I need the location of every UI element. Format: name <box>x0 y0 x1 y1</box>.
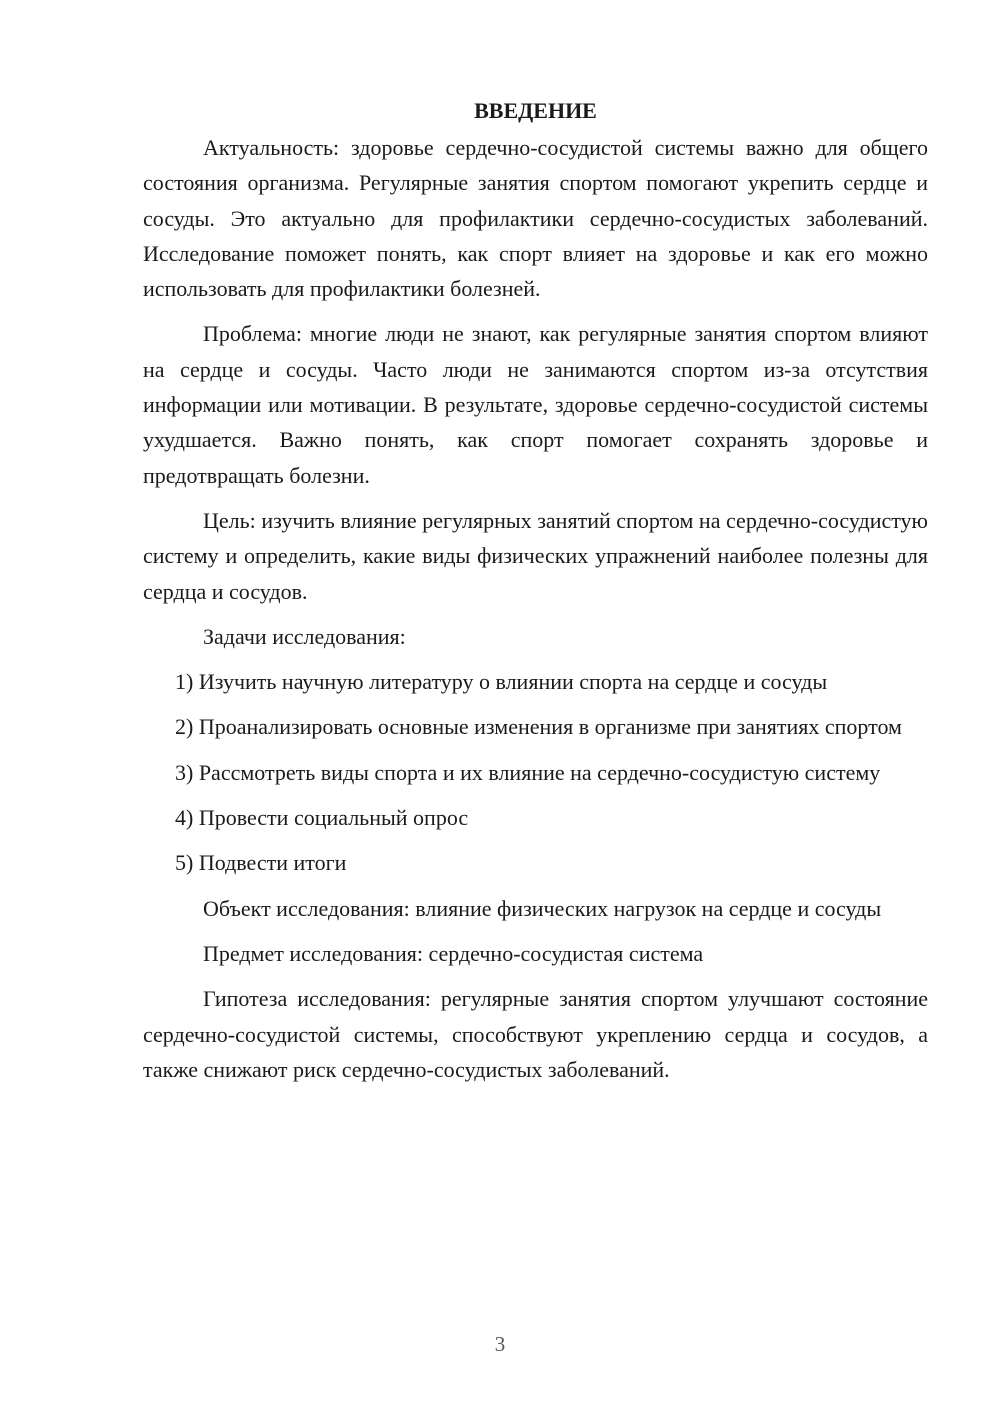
hypothesis-paragraph: Гипотеза исследования: регулярные занятия спортом улучшают состояние сердечно-сосудистой системы, способствуют укреплению сердца и сосудов, а также снижают риск сердечно-сосудистых заболеваний. <box>143 986 928 1082</box>
goal-paragraph: Цель: изучить влияние регулярных занятий спортом на сердечно-сосудистую систему и определить, какие виды физических упражнений наиболее полезны для сердца и сосудов. <box>143 507 928 604</box>
page-number: 3 <box>494 1332 506 1356</box>
relevance-paragraph: Актуальность: здоровье сердечно-сосудистой системы важно для общего состояния организма. Регулярные занятия спортом помогают укрепить сердце и сосуды. Это актуально для профилактики сердечно-сосудистых заболеваний. Исследование поможет понять, как спорт влияет на здоровье и как его можно использовать для профилактики болезней. <box>143 135 928 302</box>
problem-paragraph: Проблема: многие люди не знают, как регулярные занятия спортом влияют на сердце и сосуды. Часто люди не занимаются спортом из-за отсутствия информации или мотивации. В результате, здоровье сердечно-сосудистой системы ухудшается. Важно понять, как спорт помогает сохранять здоровье и предотвращать болезни. <box>143 321 928 488</box>
tasks-heading: Задачи исследования: <box>203 623 406 649</box>
document-page <box>143 96 928 1097</box>
task-item-2: 2) Проанализировать основные изменения в организме при занятиях спортом <box>175 714 902 740</box>
page-title: ВВЕДЕНИЕ <box>474 98 597 123</box>
subject-paragraph: Предмет исследования: сердечно-сосудистая система <box>203 940 704 966</box>
task-item-4: 4) Провести социальный опрос <box>175 805 469 831</box>
object-paragraph: Объект исследования: влияние физических нагрузок на сердце и сосуды <box>203 895 882 921</box>
task-item-1: 1) Изучить научную литературу о влиянии спорта на сердце и сосуды <box>175 669 828 695</box>
task-item-5: 5) Подвести итоги <box>175 850 347 876</box>
task-item-3: 3) Рассмотреть виды спорта и их влияние на сердечно-сосудистую систему <box>175 759 881 785</box>
